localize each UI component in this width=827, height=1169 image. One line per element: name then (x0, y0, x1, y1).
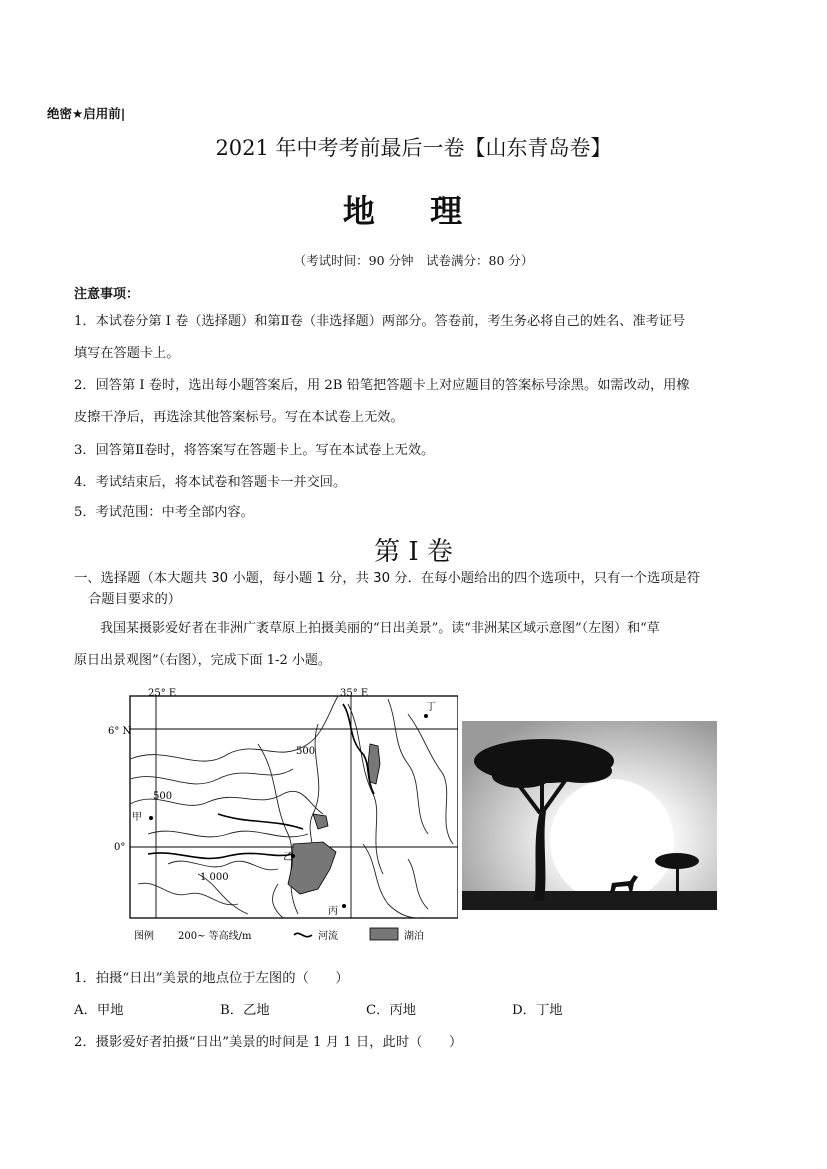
notice-item-1a: 1．本试卷分第 I 卷（选择题）和第Ⅱ卷（非选择题）两部分。答卷前，考生务必将自己的姓名、准考证号 (74, 314, 686, 329)
notice-heading: 注意事项： (74, 287, 140, 302)
map-place-jia: 甲 (132, 812, 142, 823)
question-2-stem: 2．摄影爱好者拍摄“日出”美景的时间是 1 月 1 日，此时（ ） (74, 1035, 463, 1050)
intro-line-1: 我国某摄影爱好者在非洲广袤草原上拍摄美丽的“日出美景”。读“非洲某区域示意图”（左图）和“草 (100, 621, 660, 636)
section-line-2: 合题目要求的） (88, 592, 182, 607)
map-contour-label: 500 (153, 791, 173, 802)
legend-contour: 200~ 等高线/m (178, 931, 252, 942)
map-lon-left: 25° E (148, 688, 177, 699)
map-place-ding: 丁 (426, 702, 436, 713)
confidential-mark: 绝密★启用前| (47, 106, 126, 121)
map-svg (108, 684, 458, 944)
map-place-yi: 乙 (283, 852, 293, 863)
notice-item-1b: 填写在答题卡上。 (74, 346, 180, 361)
question-1-option-a: A．甲地 (74, 1003, 124, 1018)
question-1-stem: 1．拍摄“日出”美景的地点位于左图的（ ） (74, 971, 349, 986)
notice-item-2b: 皮擦干净后，再选涂其他答案标号。写在本试卷上无效。 (74, 410, 404, 425)
volume-title: 第 I 卷 (374, 537, 453, 567)
notice-item-4: 4．考试结束后，将本试卷和答题卡一并交回。 (74, 475, 347, 490)
question-1-option-c: C．丙地 (366, 1003, 417, 1018)
subject-title: 地 理 (342, 192, 485, 230)
question-1-option-b: B．乙地 (220, 1003, 270, 1018)
notice-item-3: 3．回答第Ⅱ卷时，将答案写在答题卡上。写在本试卷上无效。 (74, 443, 435, 458)
map-lat-top: 6° N (108, 726, 132, 737)
notice-item-5: 5．考试范围：中考全部内容。 (74, 505, 254, 520)
exam-title: 2021 年中考考前最后一卷【山东青岛卷】 (215, 136, 612, 160)
legend-river: 河流 (318, 931, 338, 942)
photo-svg (462, 721, 717, 910)
map-contour-label: 500 (296, 746, 316, 757)
legend-lake: 湖泊 (404, 931, 424, 942)
intro-line-2: 原日出景观图”（右图），完成下面 1-2 小题。 (74, 653, 331, 668)
map-place-bing: 丙 (328, 906, 338, 917)
question-1-option-d: D．丁地 (512, 1003, 563, 1018)
map-lon-right: 35° E (340, 688, 369, 699)
section-heading (74, 568, 754, 610)
map-contour-label: 1 000 (200, 872, 229, 883)
notice-item-2a: 2．回答第 I 卷时，选出每小题答案后，用 2B 铅笔把答题卡上对应题目的答案标号涂黑。如需改动，用橡 (74, 378, 690, 393)
legend-label: 图例 (134, 931, 154, 942)
africa-region-map (108, 684, 458, 944)
exam-info: （考试时间：90 分钟 试卷满分：80 分） (293, 253, 534, 268)
savanna-sunrise-photo (462, 721, 717, 910)
map-lat-eq: 0° (114, 842, 126, 853)
section-line-1: 一、选择题（本大题共 30 小题，每小题 1 分，共 30 分．在每小题给出的四个选项中，只有一个选项是符 (74, 571, 701, 586)
